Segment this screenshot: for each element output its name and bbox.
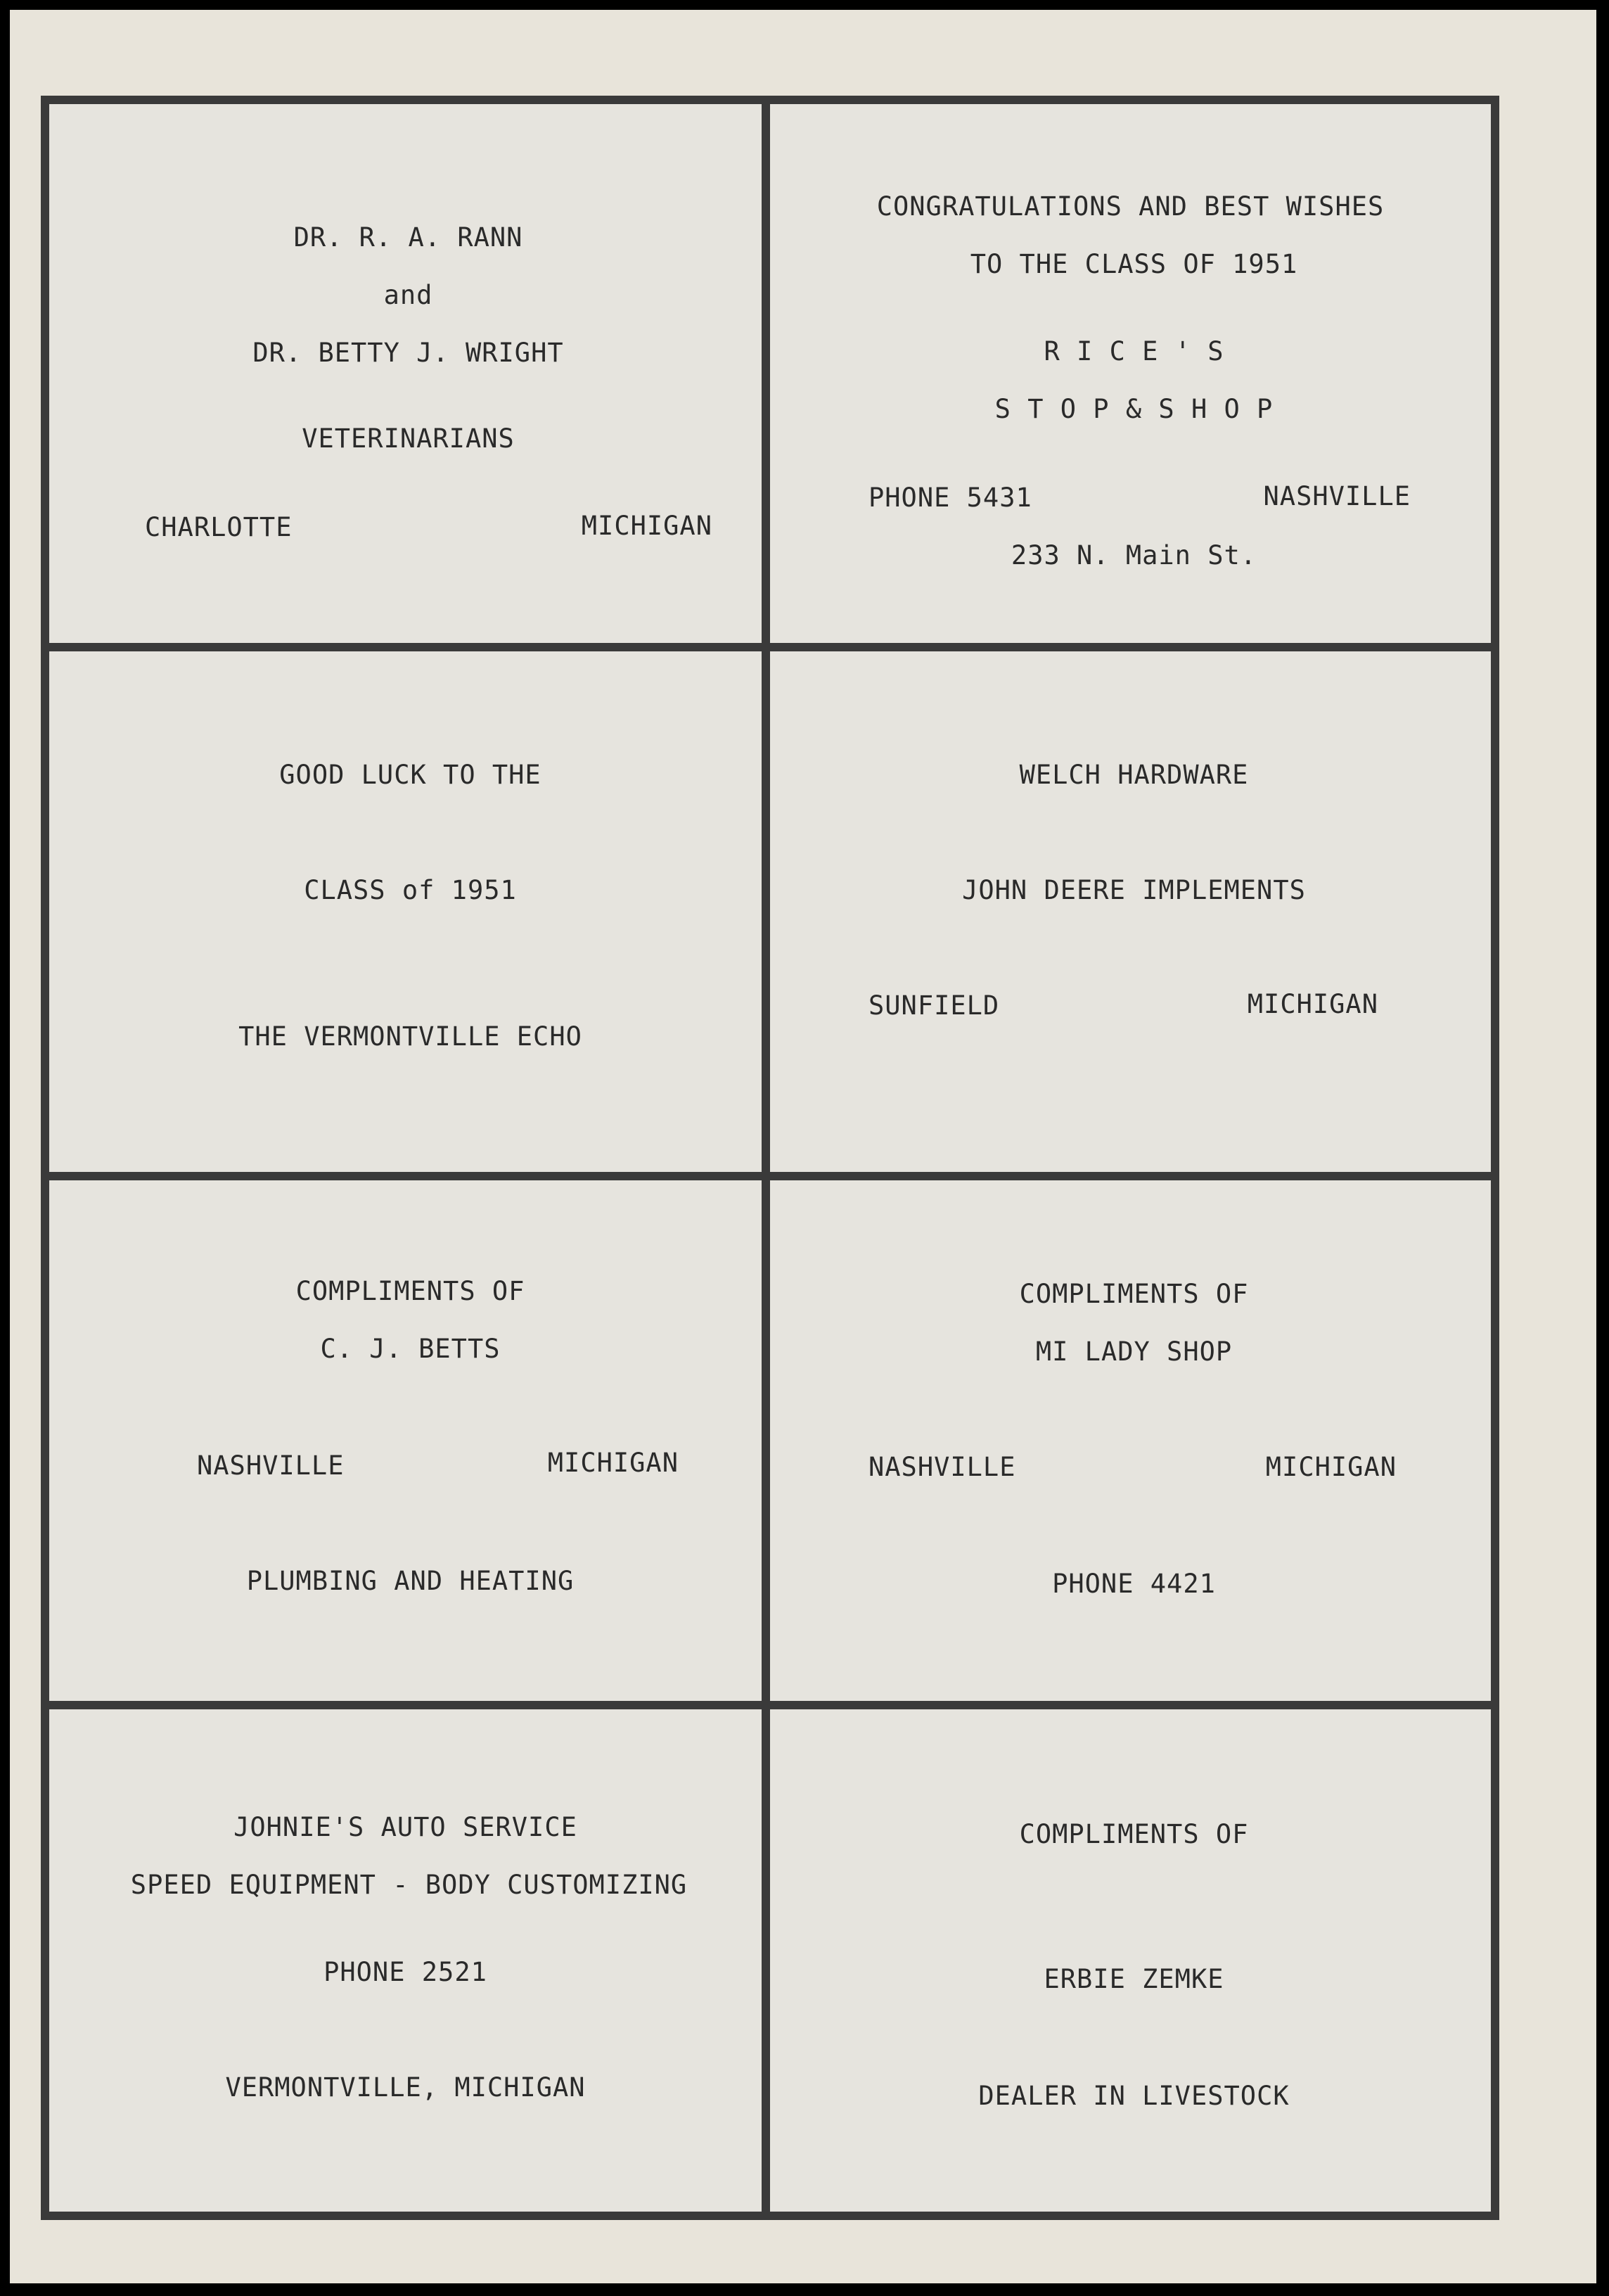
- ad-line: JOHN DEERE IMPLEMENTS: [962, 875, 1306, 905]
- ad-state: MICHIGAN: [1265, 1452, 1397, 1482]
- ad-line: TO THE CLASS OF 1951: [970, 249, 1298, 279]
- ad-line: DEALER IN LIVESTOCK: [978, 2081, 1290, 2111]
- ad-line: COMPLIMENTS OF: [295, 1276, 525, 1306]
- ad-grid: [41, 96, 1499, 2220]
- ad-city: SUNFIELD: [868, 990, 1000, 1021]
- ad-line: COMPLIMENTS OF: [1019, 1819, 1249, 1849]
- ad-mi-lady-shop: [770, 1172, 1491, 1701]
- ad-state: MICHIGAN: [547, 1448, 679, 1478]
- ad-line: JOHNIE'S AUTO SERVICE: [233, 1812, 577, 1842]
- ad-footer: PLUMBING AND HEATING: [246, 1566, 575, 1596]
- ad-line: GOOD LUCK TO THE: [279, 760, 541, 790]
- ad-line: CONGRATULATIONS AND BEST WISHES: [876, 191, 1385, 222]
- ad-rices-stop-and-shop: [770, 104, 1491, 643]
- ad-city: CHARLOTTE: [145, 512, 293, 542]
- ad-city: NASHVILLE: [1263, 481, 1411, 511]
- ad-state: MICHIGAN: [1247, 989, 1378, 1019]
- ad-line: MI LADY SHOP: [1035, 1337, 1233, 1367]
- page: [10, 10, 1596, 2283]
- ad-line: SPEED EQUIPMENT - BODY CUSTOMIZING: [130, 1870, 688, 1900]
- ad-erbie-zemke: [770, 1701, 1491, 2212]
- ad-line: THE VERMONTVILLE ECHO: [238, 1021, 582, 1052]
- ad-line: VERMONTVILLE, MICHIGAN: [225, 2072, 586, 2103]
- ad-line: CLASS of 1951: [304, 875, 517, 905]
- ad-veterinarians: [49, 104, 770, 643]
- ad-city: NASHVILLE: [868, 1452, 1016, 1482]
- ad-line: S T O P & S H O P: [994, 394, 1274, 424]
- ad-line: ERBIE ZEMKE: [1044, 1964, 1224, 1994]
- ad-line: C. J. BETTS: [320, 1334, 501, 1364]
- ad-line: and: [383, 280, 433, 310]
- ad-footer: PHONE 4421: [1052, 1569, 1216, 1599]
- ad-line: R I C E ' S: [1044, 336, 1224, 366]
- ad-phone: PHONE 5431: [868, 483, 1032, 513]
- ad-johnies-auto-service: [49, 1701, 770, 2212]
- ad-line: VETERINARIANS: [302, 423, 515, 454]
- ad-welch-hardware: [770, 643, 1491, 1172]
- ad-line: DR. R. A. RANN: [293, 222, 523, 253]
- ad-state: MICHIGAN: [581, 511, 712, 541]
- ad-address: 233 N. Main St.: [1011, 540, 1257, 570]
- ad-line: DR. BETTY J. WRIGHT: [252, 338, 564, 368]
- ad-line: COMPLIMENTS OF: [1019, 1279, 1249, 1309]
- ad-line: WELCH HARDWARE: [1019, 760, 1249, 790]
- ad-line: PHONE 2521: [323, 1957, 487, 1987]
- ad-vermontville-echo: [49, 643, 770, 1172]
- ad-city: NASHVILLE: [197, 1450, 345, 1481]
- ad-cj-betts: [49, 1172, 770, 1701]
